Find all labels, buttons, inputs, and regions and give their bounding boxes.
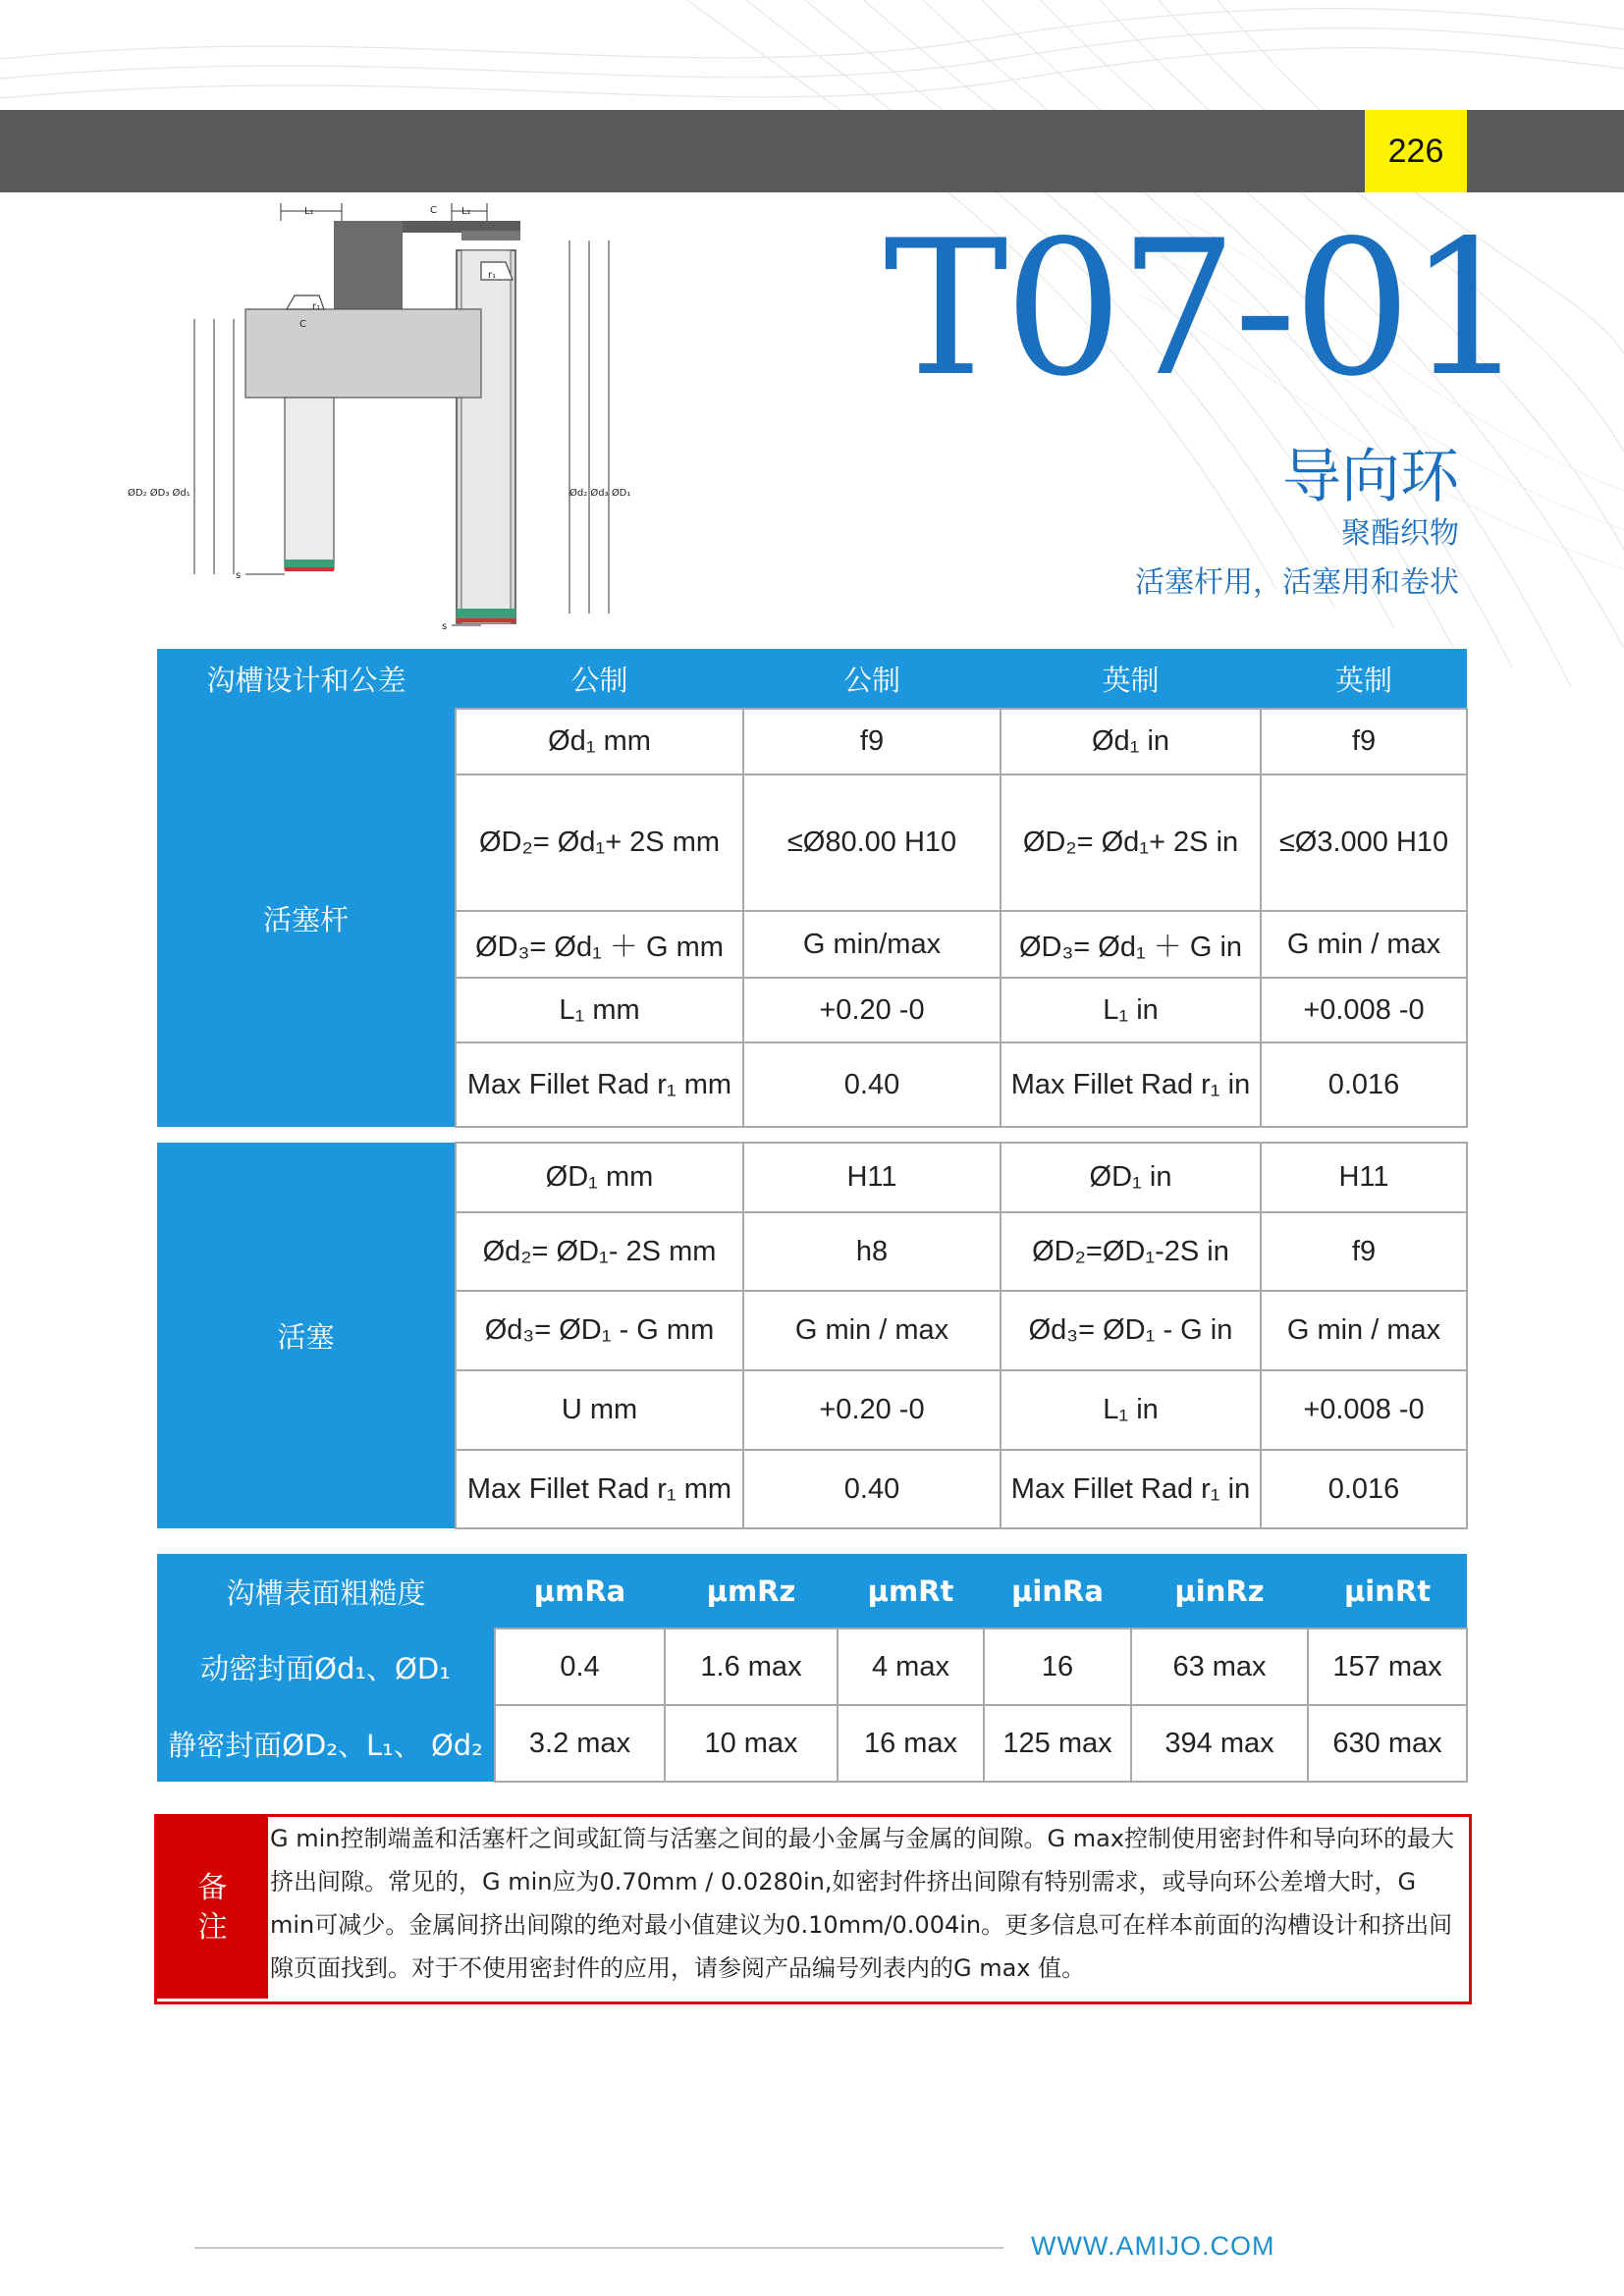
row-label-static: 静密封面ØD₂、L₁、 Ød₂: [157, 1705, 495, 1782]
table-cell: 1.6 max: [665, 1629, 838, 1705]
product-application: 活塞杆用，活塞用和卷状: [1135, 565, 1459, 600]
product-subtitle: 导向环: [1282, 443, 1459, 511]
header-groove-design: 沟槽设计和公差: [157, 649, 456, 709]
table-cell: +0.20 -0: [743, 1370, 1001, 1450]
table-cell: ØD₂= Ød₁+ 2S mm: [456, 774, 743, 911]
diagram-label-c-a: C: [430, 205, 437, 216]
header-uin-ra: μinRa: [984, 1554, 1131, 1629]
roughness-table: [157, 1554, 1468, 1783]
diagram-label-left-dims: ØD₂ ØD₃ Ød₁: [128, 488, 190, 499]
diagram-label-s-a: s: [236, 570, 242, 581]
diagram-label-l1-a: L₁: [304, 206, 314, 217]
table-cell: Ød₁ in: [1001, 709, 1261, 774]
table-cell: +0.008 -0: [1261, 978, 1467, 1042]
table-cell: Max Fillet Rad r₁ mm: [456, 1450, 743, 1528]
piston-body: [245, 309, 481, 398]
tolerance-table: [157, 649, 1468, 1529]
footer-url: WWW.AMIJO.COM: [1031, 2231, 1275, 2261]
table-cell: U mm: [456, 1370, 743, 1450]
table-cell: 16: [984, 1629, 1131, 1705]
product-title: T07-01: [884, 200, 1523, 417]
table-cell: f9: [1261, 709, 1467, 774]
table-cell: 0.016: [1261, 1042, 1467, 1127]
header-metric-1: 公制: [456, 649, 743, 709]
table-row: [157, 1143, 1467, 1212]
diagram-label-r1-a: r₁: [488, 270, 497, 281]
table-cell: ØD₃= Ød₁ ＋ G mm: [456, 911, 743, 978]
table-cell: ØD₁ in: [1001, 1143, 1261, 1212]
table-cell: G min / max: [1261, 1291, 1467, 1370]
header-uin-rt: μinRt: [1308, 1554, 1467, 1629]
table-cell: 16 max: [838, 1705, 984, 1782]
header-metric-2: 公制: [743, 649, 1001, 709]
table-row: [157, 1629, 1467, 1705]
table-cell: L₁ in: [1001, 1370, 1261, 1450]
table-cell: G min / max: [1261, 911, 1467, 978]
note-label: [157, 1817, 268, 1999]
rod-green-band: [457, 609, 515, 618]
section-label-piston: 活塞: [157, 1143, 456, 1528]
table-cell: H11: [1261, 1143, 1467, 1212]
table-cell: Ød₃= ØD₁ - G in: [1001, 1291, 1261, 1370]
table-cell: +0.008 -0: [1261, 1370, 1467, 1450]
table-cell: 0.016: [1261, 1450, 1467, 1528]
table-gap: [157, 1127, 1467, 1143]
table-cell: 0.4: [495, 1629, 665, 1705]
roughness-header-row: [157, 1554, 1467, 1629]
table-cell: ≤Ø3.000 H10: [1261, 774, 1467, 911]
table-cell: 0.40: [743, 1042, 1001, 1127]
header-uin-rz: μinRz: [1131, 1554, 1308, 1629]
table-cell: L₁ mm: [456, 978, 743, 1042]
table-cell: ØD₁ mm: [456, 1143, 743, 1212]
table-row: [157, 1705, 1467, 1782]
table-cell: ØD₃= Ød₁ ＋ G in: [1001, 911, 1261, 978]
table-cell: H11: [743, 1143, 1001, 1212]
header-imperial-1: 英制: [1001, 649, 1261, 709]
table-cell: 630 max: [1308, 1705, 1467, 1782]
table-cell: L₁ in: [1001, 978, 1261, 1042]
table-cell: G min/max: [743, 911, 1001, 978]
table-cell: G min / max: [743, 1291, 1001, 1370]
page-number: 226: [1365, 110, 1467, 192]
diagram-label-s-b: s: [442, 621, 448, 632]
diagram-label-c-b: C: [299, 319, 306, 330]
table-cell: ØD₂= Ød₁+ 2S in: [1001, 774, 1261, 911]
header-um-rz: μmRz: [665, 1554, 838, 1629]
product-material: 聚酯织物: [1341, 516, 1459, 551]
table-cell: 10 max: [665, 1705, 838, 1782]
table-cell: 157 max: [1308, 1629, 1467, 1705]
table-cell: 394 max: [1131, 1705, 1308, 1782]
header-um-ra: μmRa: [495, 1554, 665, 1629]
table-row: [157, 709, 1467, 774]
groove-diagram: [128, 201, 697, 653]
note-label-char-1: 备: [197, 1870, 228, 1905]
table-cell: Max Fillet Rad r₁ in: [1001, 1450, 1261, 1528]
header-surface-roughness: 沟槽表面粗糙度: [157, 1554, 495, 1629]
table-cell: +0.20 -0: [743, 978, 1001, 1042]
table-cell: f9: [743, 709, 1001, 774]
table-cell: ≤Ø80.00 H10: [743, 774, 1001, 911]
note-label-char-2: 注: [197, 1909, 228, 1945]
row-label-dynamic: 动密封面Ød₁、ØD₁: [157, 1629, 495, 1705]
table-cell: Ød₃= ØD₁ - G mm: [456, 1291, 743, 1370]
table-cell: 3.2 max: [495, 1705, 665, 1782]
table-cell: 0.40: [743, 1450, 1001, 1528]
header-um-rt: μmRt: [838, 1554, 984, 1629]
tolerance-header-row: [157, 649, 1467, 709]
piston-stem: [285, 398, 334, 569]
footer-divider: [194, 2247, 1003, 2249]
section-label-rod: 活塞杆: [157, 709, 456, 1127]
table-cell: h8: [743, 1212, 1001, 1291]
header-imperial-2: 英制: [1261, 649, 1467, 709]
table-cell: Max Fillet Rad r₁ in: [1001, 1042, 1261, 1127]
table-cell: 125 max: [984, 1705, 1131, 1782]
diagram-label-l1-b: L₁: [461, 206, 471, 217]
table-cell: 63 max: [1131, 1629, 1308, 1705]
diagram-label-right-dims: Ød₂ Ød₃ ØD₁: [569, 488, 631, 499]
table-cell: Max Fillet Rad r₁ mm: [456, 1042, 743, 1127]
table-cell: Ød₁ mm: [456, 709, 743, 774]
table-cell: 4 max: [838, 1629, 984, 1705]
note-text: G min控制端盖和活塞杆之间或缸筒与活塞之间的最小金属与金属的间隙。G max控制使用密封件和导向环的最大挤出间隙。常见的，G min应为0.70mm / 0.0280in,如密封件挤出间隙有特别需求，或导向环公差增大时，G min可减少。金属间挤出间隙的绝对最小值建议为0.10mm/0.004in。更多信息可在样本前面的沟槽设计和挤出间隙页面找到。对于不使用密封件的应用，请参阅产品编号列表内的G max 值。: [270, 1825, 1454, 1982]
diagram-label-r1-b: r₁: [312, 301, 321, 312]
table-cell: ØD₂=ØD₁-2S in: [1001, 1212, 1261, 1291]
table-cell: Ød₂= ØD₁- 2S mm: [456, 1212, 743, 1291]
table-cell: f9: [1261, 1212, 1467, 1291]
